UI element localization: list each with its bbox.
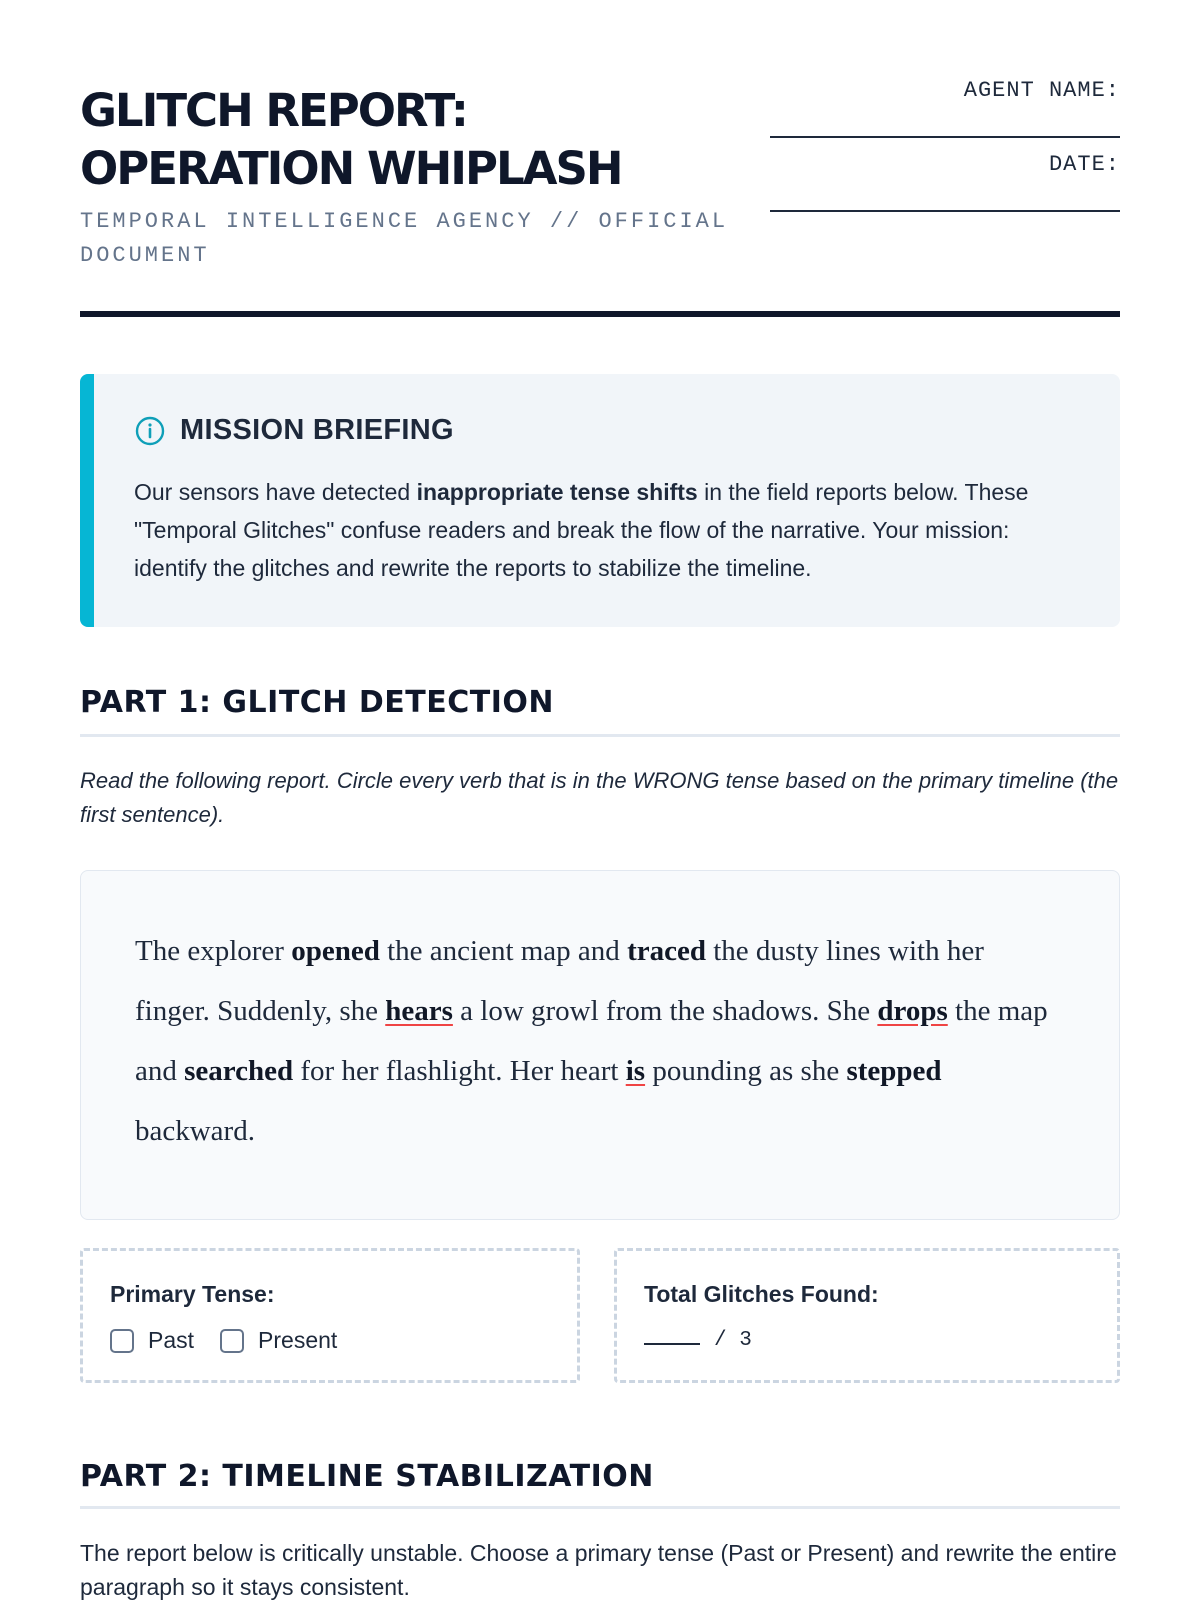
document-header <box>80 0 1120 320</box>
info-icon <box>134 415 166 447</box>
document-title <box>80 82 622 198</box>
part2-divider <box>80 1506 1120 1509</box>
part1-divider <box>80 734 1120 737</box>
agency-subtitle: TEMPORAL INTELLIGENCE AGENCY // OFFICIAL DOCUMENT <box>80 209 729 268</box>
past-checkbox[interactable] <box>110 1329 134 1353</box>
primary-tense-label: Primary Tense: <box>110 1281 275 1307</box>
briefing-text <box>134 473 1084 587</box>
report-segment: the dusty lines with her finger. Suddenly, she <box>135 935 984 1027</box>
field-report <box>80 870 1120 1220</box>
briefing-text-start: Our sensors have detected <box>134 479 417 505</box>
verb-opened[interactable]: opened <box>291 935 380 967</box>
report-segment: for her flashlight. Her heart <box>293 1055 626 1087</box>
part2-instructions: The report below is critically unstable. Choose a primary tense (Past or Present) and rewrite the entire paragraph so it stays consistent. <box>80 1540 1117 1600</box>
verb-traced[interactable]: traced <box>627 935 706 967</box>
glitch-count <box>644 1329 752 1352</box>
briefing-emphasis: inappropriate tense shifts <box>416 479 698 505</box>
glitch-total: / 3 <box>714 1329 752 1352</box>
report-segment: the map and <box>135 995 1048 1087</box>
glitch-verb-is[interactable]: is <box>625 1055 646 1087</box>
report-segment: the ancient map and <box>379 935 628 967</box>
date-label: DATE: <box>1048 152 1120 177</box>
header-divider <box>80 311 1120 317</box>
past-option-label: Past <box>148 1327 195 1353</box>
agent-fields <box>770 78 1120 226</box>
title-line-1: GLITCH REPORT: <box>80 84 467 137</box>
tense-options <box>110 1327 363 1354</box>
glitch-count-blank[interactable] <box>644 1343 700 1345</box>
part1-title: PART 1: GLITCH DETECTION <box>80 685 554 720</box>
report-segment: The explorer <box>135 935 292 967</box>
glitches-found-box <box>614 1248 1120 1383</box>
report-segment: a low growl from the shadows. She <box>452 995 878 1027</box>
glitches-found-label: Total Glitches Found: <box>644 1281 879 1307</box>
report-segment: pounding as she <box>645 1055 847 1087</box>
briefing-accent-bar <box>80 374 94 627</box>
glitch-verb-hears[interactable]: hears <box>385 995 453 1027</box>
part2-title: PART 2: TIMELINE STABILIZATION <box>80 1459 654 1494</box>
worksheet-page <box>80 0 1120 1600</box>
agent-name-line[interactable] <box>770 136 1120 138</box>
briefing-text-end: in the field reports below. These "Temporal Glitches" confuse readers and break the flow of the narrative. Your mission: identify the glitches and rewrite the reports to stabilize the timeline. <box>134 479 1029 581</box>
briefing-header <box>134 414 454 447</box>
verb-stepped[interactable]: stepped <box>846 1055 942 1087</box>
present-option-label: Present <box>258 1327 338 1353</box>
verb-searched[interactable]: searched <box>184 1055 294 1087</box>
report-segment: backward. <box>135 1115 255 1147</box>
briefing-title: MISSION BRIEFING <box>180 414 454 446</box>
glitch-verb-drops[interactable]: drops <box>877 995 948 1027</box>
report-text <box>135 921 1065 1161</box>
primary-tense-box <box>80 1248 580 1383</box>
agent-name-label: AGENT NAME: <box>963 78 1120 103</box>
present-checkbox[interactable] <box>220 1329 244 1353</box>
mission-briefing <box>80 374 1120 627</box>
date-line[interactable] <box>770 210 1120 212</box>
title-line-2: OPERATION WHIPLASH <box>80 142 622 195</box>
part1-instructions: Read the following report. Circle every verb that is in the WRONG tense based on the primary timeline (the first sentence). <box>80 768 1119 827</box>
